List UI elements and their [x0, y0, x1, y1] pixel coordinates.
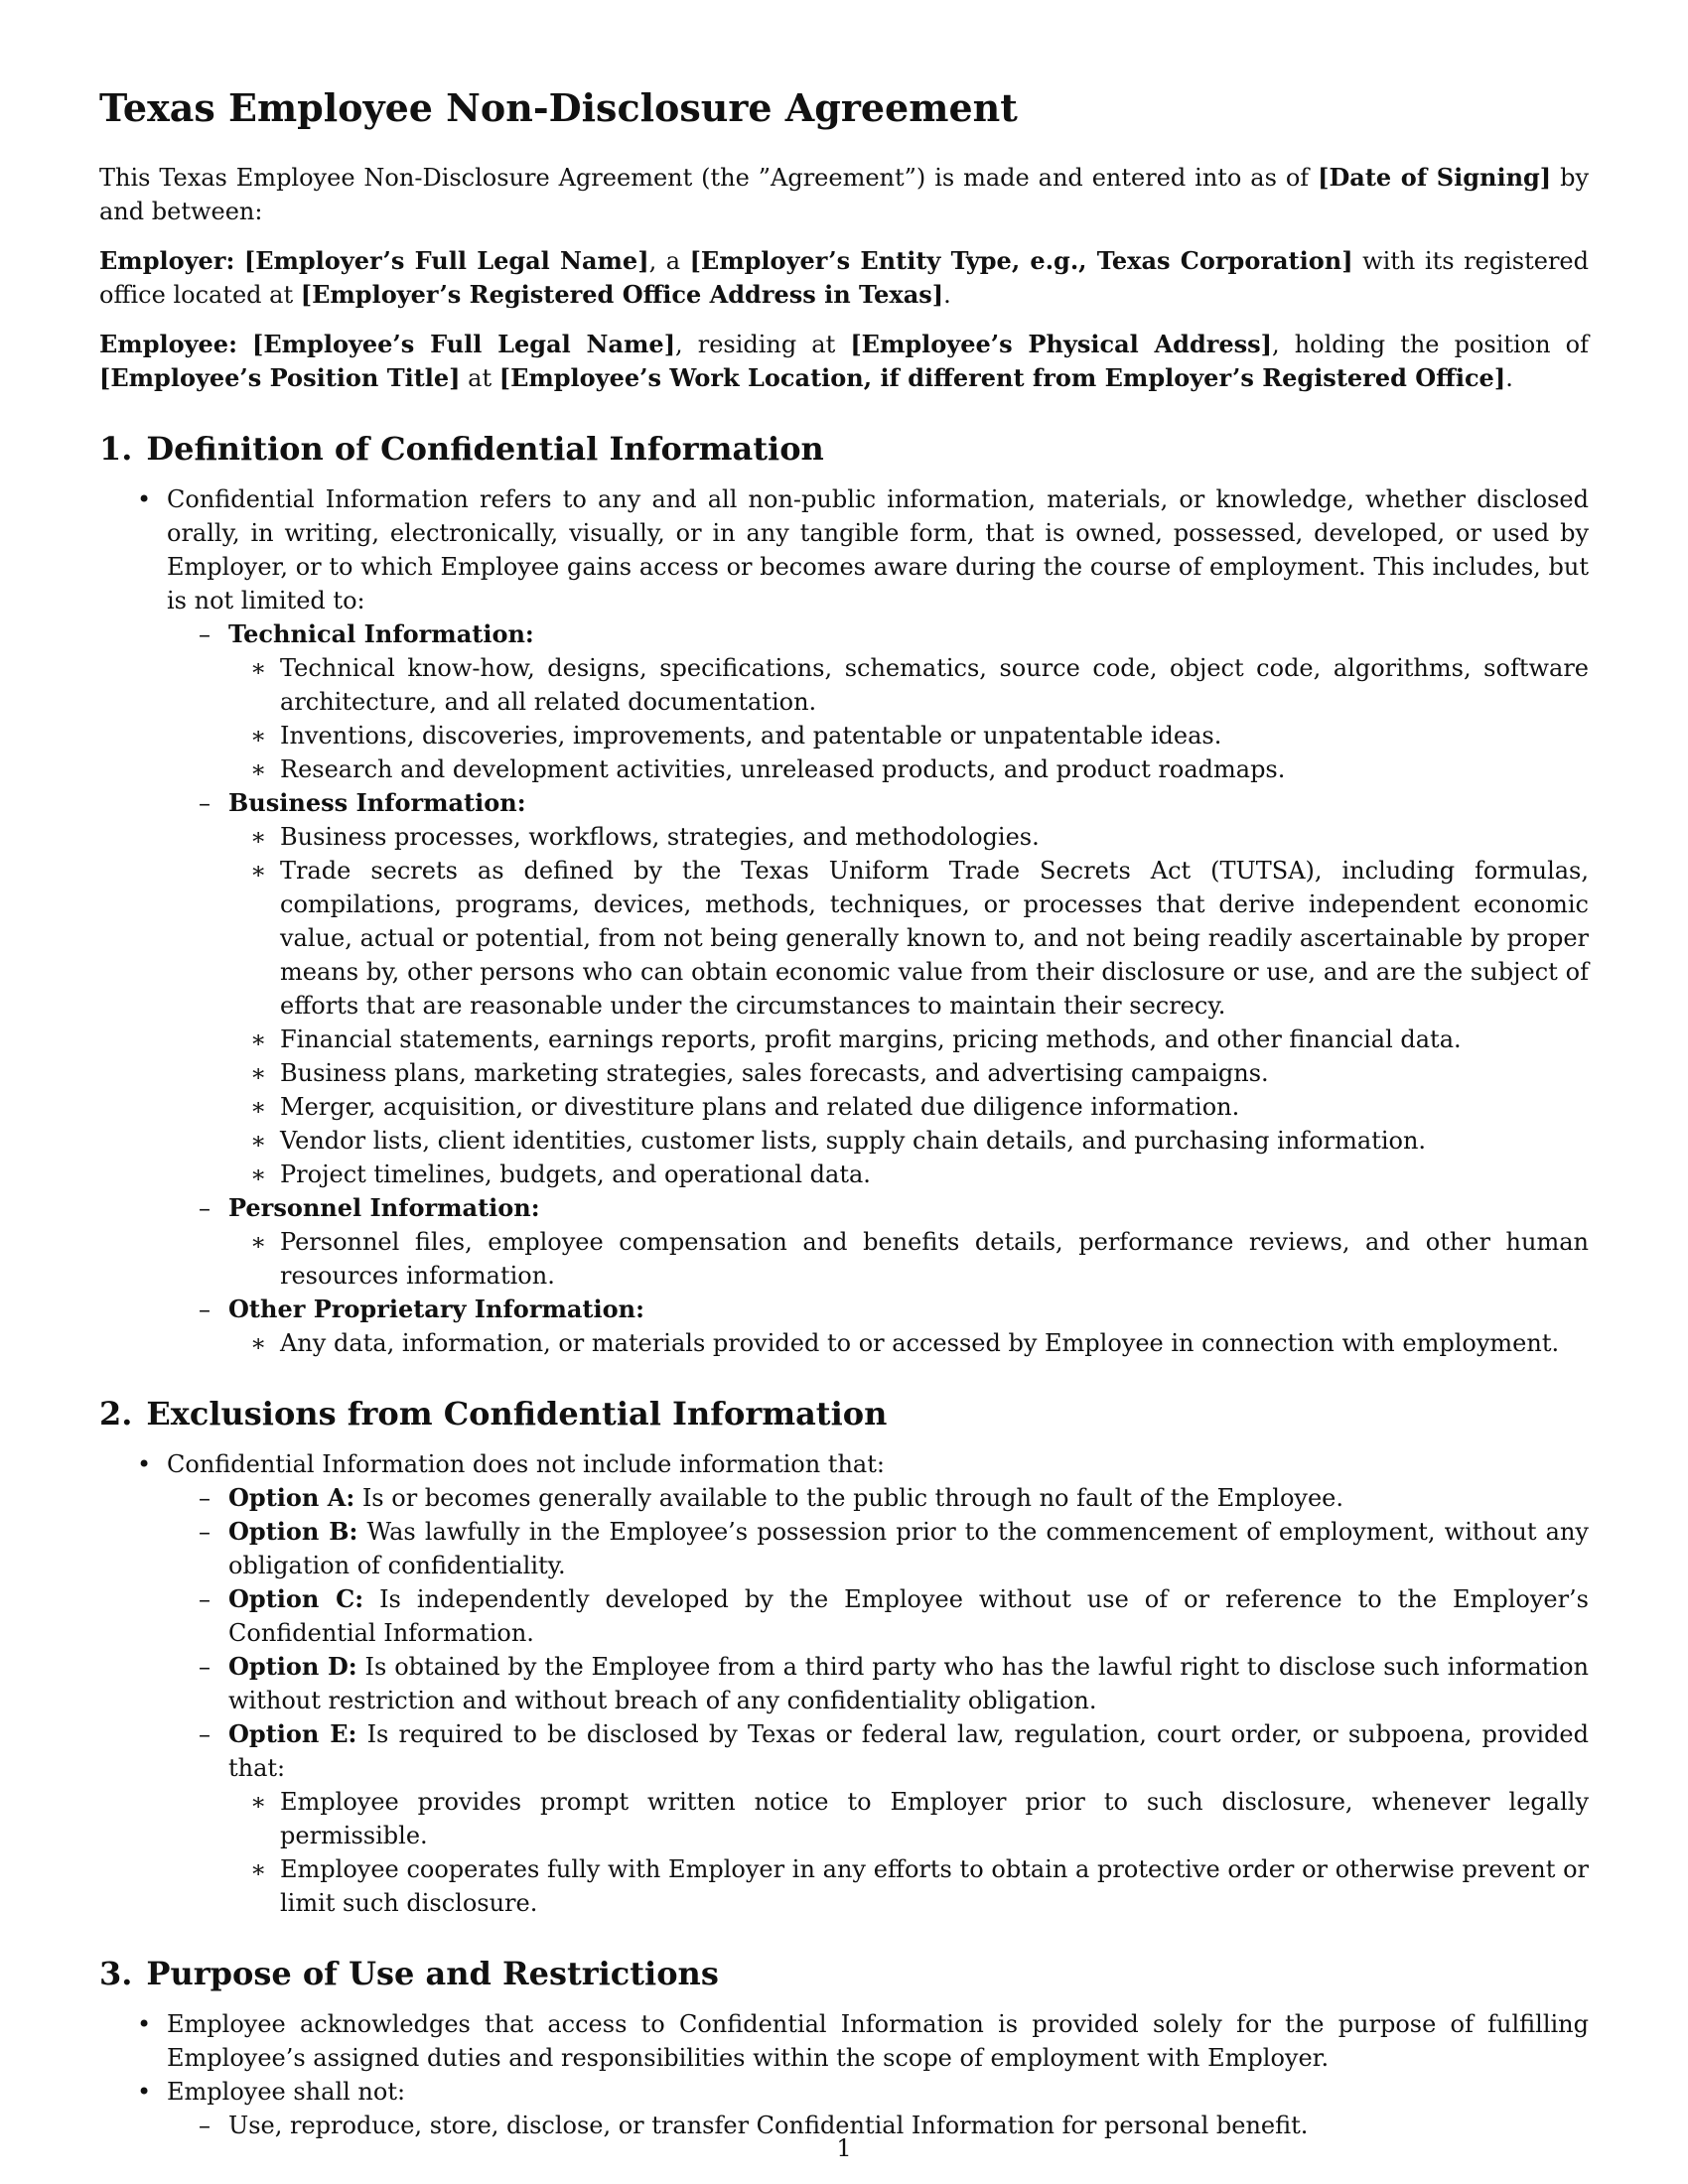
section-2-heading	[99, 1394, 1589, 1433]
sublist-item-business	[99, 786, 1589, 1191]
star-marker: ∗	[250, 1058, 267, 1087]
star-marker: ∗	[250, 1854, 267, 1883]
intro-text: This Texas Employee Non-Disclosure Agreement (the ”Agreement”) is made and entered into as of	[99, 163, 1319, 192]
subsection-label: Technical Information:	[228, 618, 534, 648]
section-3-heading	[99, 1954, 1589, 1993]
star-marker: ∗	[250, 1024, 267, 1053]
option-text: Is obtained by the Employee from a third party who has the lawful right to disclose such information without restriction and without breach of any confidentiality obligation.	[228, 1652, 1590, 1714]
dash-marker: –	[199, 2111, 211, 2139]
dash-marker: –	[199, 1584, 211, 1613]
option-text: Is or becomes generally available to the public through no fault of the Employee.	[354, 1483, 1343, 1512]
list-item-text: Employee acknowledges that access to Confidential Information is provided solely for the purpose of fulfilling Employee’s assigned duties and responsibilities within the scope of employment with Employer.	[167, 2009, 1589, 2072]
dash-marker: –	[199, 788, 211, 817]
list-item-text: Any data, information, or materials provided to or accessed by Employee in connection with employment.	[280, 1328, 1560, 1357]
employee-text-4: .	[1505, 363, 1513, 392]
list-item-text: Employee shall not:	[167, 2077, 406, 2106]
employee-text-2: , holding the position of	[1272, 330, 1589, 358]
list-item	[99, 1225, 1589, 1293]
employee-text-3: at	[460, 363, 499, 392]
star-marker: ∗	[250, 1227, 267, 1256]
list-item-text: Confidential Information refers to any and all non-public information, materials, or knowledge, whether disclosed orally, in writing, electronically, visually, or in any tangible form, that is owned, possessed, developed, or used by Employer, or to which Employee gains access or becomes aware during the course of employment. This includes, but is not limited to:	[167, 484, 1589, 614]
list-item-text: Confidential Information does not include information that:	[167, 1449, 885, 1478]
list-item	[99, 1326, 1589, 1360]
subsection-label: Business Information:	[228, 787, 526, 817]
dash-marker: –	[199, 1719, 211, 1748]
employer-name-field: [Employer’s Full Legal Name]	[243, 245, 649, 275]
option-label: Option B:	[228, 1516, 358, 1546]
star-marker: ∗	[250, 1092, 267, 1121]
option-text: Is required to be disclosed by Texas or federal law, regulation, court order, or subpoena, provided that:	[228, 1719, 1590, 1782]
section-3-list	[99, 2007, 1589, 2142]
section-number: 2.	[99, 1394, 133, 1433]
section-number: 3.	[99, 1954, 133, 1992]
list-item-text: Trade secrets as defined by the Texas Uniform Trade Secrets Act (TUTSA), including formulas, compilations, programs, devices, methods, techniques, or processes that derive independent economic value, actual or potential, from not being generally known to, and not being readily ascertainable by proper means by, other persons who can obtain economic value from their disclosure or use, and are the subject of efforts that are reasonable under the circumstances to maintain their secrecy.	[280, 856, 1589, 1020]
employee-paragraph	[99, 328, 1589, 395]
bullet-marker: •	[137, 1449, 152, 1478]
star-marker: ∗	[250, 721, 267, 750]
list-item	[99, 752, 1589, 786]
subsection-label: Other Proprietary Information:	[228, 1294, 644, 1323]
list-item	[99, 2075, 1589, 2142]
employee-text-1: , residing at	[675, 330, 851, 358]
option-e	[99, 1717, 1589, 1920]
list-item-text: Personnel files, employee compensation and benefits details, performance reviews, and other human resources information.	[280, 1227, 1589, 1290]
dash-marker: –	[199, 1652, 211, 1681]
employer-text-3: .	[943, 280, 951, 309]
option-label: Option D:	[228, 1651, 357, 1681]
employer-address-field: [Employer’s Registered Office Address in Texas]	[300, 279, 944, 309]
star-marker: ∗	[250, 1126, 267, 1155]
star-marker: ∗	[250, 1328, 267, 1357]
technical-items	[228, 651, 1589, 786]
list-item-text: Business processes, workflows, strategies, and methodologies.	[280, 822, 1040, 851]
section-title-text: Purpose of Use and Restrictions	[146, 1954, 719, 1992]
list-item	[99, 1090, 1589, 1124]
personnel-items	[228, 1225, 1589, 1293]
employer-text-2: with its registered office located at	[99, 246, 1589, 309]
list-item-text: Business plans, marketing strategies, sales forecasts, and advertising campaigns.	[280, 1058, 1269, 1087]
bullet-marker: •	[137, 2009, 152, 2038]
option-text: Was lawfully in the Employee’s possession prior to the commencement of employment, without any obligation of confidentiality.	[228, 1517, 1589, 1579]
option-a	[99, 1481, 1589, 1515]
dash-marker: –	[199, 619, 211, 648]
section-number: 1.	[99, 429, 133, 468]
list-item-text: Inventions, discoveries, improvements, and patentable or unpatentable ideas.	[280, 721, 1222, 750]
employee-position-field: [Employee’s Position Title]	[99, 362, 461, 392]
option-d	[99, 1650, 1589, 1717]
list-item	[99, 2007, 1589, 2075]
section-1-heading	[99, 429, 1589, 469]
list-item-text: Use, reproduce, store, disclose, or transfer Confidential Information for personal benefit.	[228, 2111, 1309, 2139]
intro-paragraph	[99, 161, 1589, 228]
section-2-list	[99, 1447, 1589, 1920]
list-item-text: Merger, acquisition, or divestiture plans and related due diligence information.	[280, 1092, 1240, 1121]
option-label: Option C:	[228, 1583, 364, 1613]
other-items	[228, 1326, 1589, 1360]
business-items	[228, 820, 1589, 1191]
option-c	[99, 1582, 1589, 1650]
list-item	[99, 482, 1589, 1360]
employer-paragraph	[99, 244, 1589, 312]
sublist	[167, 617, 1589, 1360]
bullet-marker: •	[137, 484, 152, 513]
list-item-text: Project timelines, budgets, and operational data.	[280, 1160, 871, 1188]
dash-marker: –	[199, 1483, 211, 1512]
option-label: Option A:	[228, 1482, 355, 1512]
bullet-marker: •	[137, 2077, 152, 2106]
option-b	[99, 1515, 1589, 1582]
dash-marker: –	[199, 1295, 211, 1323]
list-item	[99, 1785, 1589, 1852]
star-marker: ∗	[250, 856, 267, 885]
list-item	[99, 854, 1589, 1023]
list-item-text: Financial statements, earnings reports, profit margins, pricing methods, and other financial data.	[280, 1024, 1462, 1053]
list-item	[99, 651, 1589, 719]
section-1-list	[99, 482, 1589, 1360]
option-label: Option E:	[228, 1718, 357, 1748]
sublist-item-technical	[99, 617, 1589, 786]
list-item	[99, 820, 1589, 854]
list-item-text: Technical know-how, designs, specifications, schematics, source code, object code, algorithms, software architecture, and all related documentation.	[280, 653, 1589, 716]
list-item	[99, 719, 1589, 752]
section-title-text: Exclusions from Confidential Information	[146, 1394, 888, 1433]
list-item-text: Employee provides prompt written notice to Employer prior to such disclosure, whenever legally permissible.	[280, 1787, 1589, 1849]
page-number: 1	[836, 2134, 852, 2162]
employer-entity-field: [Employer’s Entity Type, e.g., Texas Corporation]	[689, 245, 1353, 275]
star-marker: ∗	[250, 1160, 267, 1188]
list-item	[99, 1124, 1589, 1158]
subsection-label: Personnel Information:	[228, 1192, 540, 1222]
list-item-text: Employee cooperates fully with Employer in any efforts to obtain a protective order or otherwise prevent or limit such disclosure.	[280, 1854, 1589, 1917]
list-item	[99, 1056, 1589, 1090]
employee-location-field: [Employee’s Work Location, if different from Employer’s Registered Office]	[498, 362, 1506, 392]
employer-text-1: , a	[648, 246, 690, 275]
section-title-text: Definition of Confidential Information	[146, 429, 824, 468]
star-marker: ∗	[250, 754, 267, 783]
sublist-item-personnel	[99, 1191, 1589, 1293]
list-item	[99, 1447, 1589, 1920]
option-text: Is independently developed by the Employee without use of or reference to the Employer’s Confidential Information.	[228, 1584, 1589, 1647]
document-page	[99, 85, 1589, 2142]
list-item	[99, 1158, 1589, 1191]
list-item	[99, 1023, 1589, 1056]
star-marker: ∗	[250, 1787, 267, 1816]
dash-marker: –	[199, 1517, 211, 1546]
employee-address-field: [Employee’s Physical Address]	[850, 329, 1273, 358]
option-e-items	[228, 1785, 1589, 1920]
employee-label: Employee:	[99, 329, 237, 358]
star-marker: ∗	[250, 653, 267, 682]
star-marker: ∗	[250, 822, 267, 851]
list-item	[99, 1852, 1589, 1920]
list-item-text: Vendor lists, client identities, customer lists, supply chain details, and purchasing information.	[280, 1126, 1427, 1155]
dash-marker: –	[199, 1193, 211, 1222]
exclusion-options	[167, 1481, 1589, 1920]
list-item-text: Research and development activities, unreleased products, and product roadmaps.	[280, 754, 1286, 783]
date-of-signing-field: [Date of Signing]	[1318, 162, 1552, 192]
employer-label: Employer:	[99, 245, 235, 275]
employee-name-field: [Employee’s Full Legal Name]	[252, 329, 676, 358]
document-title: Texas Employee Non-Disclosure Agreement	[99, 85, 1018, 130]
intro-text-end: by and between:	[99, 163, 1590, 225]
sublist-item-other	[99, 1293, 1589, 1360]
